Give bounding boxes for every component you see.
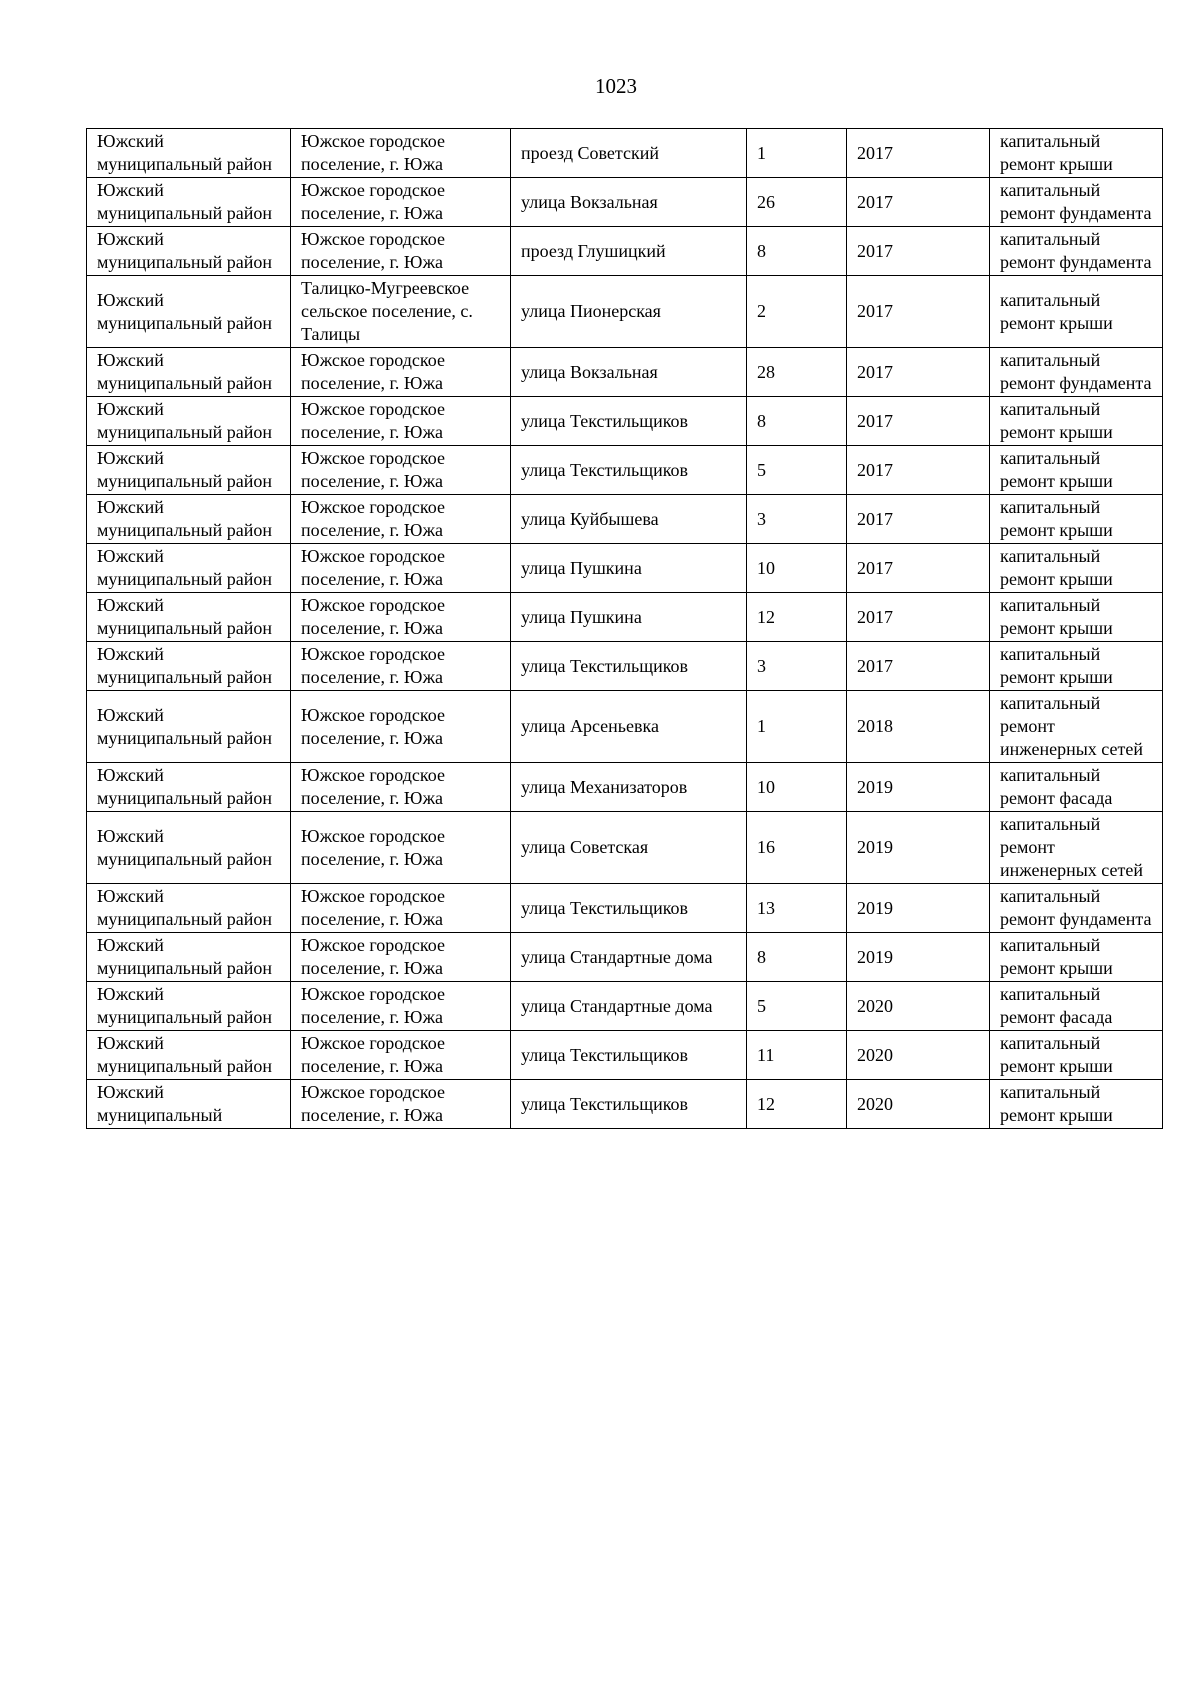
table-row — [87, 1080, 1163, 1129]
cell-street: улица Арсеньевка — [511, 691, 747, 763]
cell-house-number: 16 — [747, 812, 847, 884]
cell-settlement: Южское городское поселение, г. Южа — [291, 763, 511, 812]
cell-street: улица Куйбышева — [511, 495, 747, 544]
cell-settlement: Талицко-Мугреевское сельское поселение, с. Талицы — [291, 276, 511, 348]
cell-district: Южский муниципальный район — [87, 884, 291, 933]
cell-work-type: капитальный ремонт крыши — [990, 1031, 1163, 1080]
cell-house-number: 8 — [747, 397, 847, 446]
table-row — [87, 544, 1163, 593]
cell-work-type: капитальный ремонт крыши — [990, 933, 1163, 982]
cell-street: улица Пушкина — [511, 593, 747, 642]
cell-settlement: Южское городское поселение, г. Южа — [291, 495, 511, 544]
cell-settlement: Южское городское поселение, г. Южа — [291, 129, 511, 178]
cell-work-type: капитальный ремонт фасада — [990, 982, 1163, 1031]
table-row — [87, 812, 1163, 884]
cell-work-type: капитальный ремонт крыши — [990, 397, 1163, 446]
cell-work-type: капитальный ремонт крыши — [990, 1080, 1163, 1129]
cell-district: Южский муниципальный район — [87, 446, 291, 495]
cell-house-number: 2 — [747, 276, 847, 348]
cell-settlement: Южское городское поселение, г. Южа — [291, 348, 511, 397]
cell-street: улица Советская — [511, 812, 747, 884]
cell-work-type: капитальный ремонт фундамента — [990, 884, 1163, 933]
cell-work-type: капитальный ремонт крыши — [990, 642, 1163, 691]
cell-district: Южский муниципальный район — [87, 276, 291, 348]
cell-house-number: 28 — [747, 348, 847, 397]
cell-settlement: Южское городское поселение, г. Южа — [291, 544, 511, 593]
cell-street: улица Текстильщиков — [511, 1080, 747, 1129]
cell-settlement: Южское городское поселение, г. Южа — [291, 691, 511, 763]
cell-year: 2018 — [847, 691, 990, 763]
cell-work-type: капитальный ремонт фасада — [990, 763, 1163, 812]
cell-year: 2017 — [847, 276, 990, 348]
cell-work-type: капитальный ремонт крыши — [990, 593, 1163, 642]
cell-house-number: 13 — [747, 884, 847, 933]
cell-year: 2017 — [847, 642, 990, 691]
cell-street: улица Механизаторов — [511, 763, 747, 812]
table-row — [87, 1031, 1163, 1080]
table-row — [87, 178, 1163, 227]
cell-work-type: капитальный ремонт крыши — [990, 446, 1163, 495]
repair-schedule-table — [86, 128, 1163, 1129]
cell-district: Южский муниципальный район — [87, 178, 291, 227]
cell-street: улица Пушкина — [511, 544, 747, 593]
table-row — [87, 691, 1163, 763]
cell-house-number: 5 — [747, 982, 847, 1031]
cell-year: 2019 — [847, 812, 990, 884]
cell-settlement: Южское городское поселение, г. Южа — [291, 884, 511, 933]
cell-house-number: 3 — [747, 495, 847, 544]
cell-year: 2017 — [847, 348, 990, 397]
cell-house-number: 8 — [747, 227, 847, 276]
cell-settlement: Южское городское поселение, г. Южа — [291, 446, 511, 495]
cell-work-type: капитальный ремонт инженерных сетей — [990, 812, 1163, 884]
cell-district: Южский муниципальный район — [87, 593, 291, 642]
cell-house-number: 12 — [747, 1080, 847, 1129]
cell-year: 2017 — [847, 446, 990, 495]
cell-year: 2019 — [847, 933, 990, 982]
cell-settlement: Южское городское поселение, г. Южа — [291, 933, 511, 982]
cell-district: Южский муниципальный — [87, 1080, 291, 1129]
cell-house-number: 1 — [747, 129, 847, 178]
page-number-text: 1023 — [595, 74, 637, 98]
cell-year: 2019 — [847, 884, 990, 933]
table-row — [87, 397, 1163, 446]
cell-district: Южский муниципальный район — [87, 348, 291, 397]
cell-year: 2017 — [847, 129, 990, 178]
cell-year: 2019 — [847, 763, 990, 812]
cell-district: Южский муниципальный район — [87, 982, 291, 1031]
cell-district: Южский муниципальный район — [87, 1031, 291, 1080]
cell-work-type: капитальный ремонт инженерных сетей — [990, 691, 1163, 763]
cell-district: Южский муниципальный район — [87, 129, 291, 178]
cell-house-number: 10 — [747, 544, 847, 593]
table-row — [87, 348, 1163, 397]
cell-work-type: капитальный ремонт крыши — [990, 129, 1163, 178]
cell-district: Южский муниципальный район — [87, 933, 291, 982]
cell-district: Южский муниципальный район — [87, 763, 291, 812]
cell-street: улица Вокзальная — [511, 178, 747, 227]
cell-street: улица Текстильщиков — [511, 642, 747, 691]
cell-street: улица Текстильщиков — [511, 397, 747, 446]
cell-district: Южский муниципальный район — [87, 812, 291, 884]
table-row — [87, 884, 1163, 933]
cell-settlement: Южское городское поселение, г. Южа — [291, 1031, 511, 1080]
table-row — [87, 763, 1163, 812]
cell-house-number: 10 — [747, 763, 847, 812]
cell-district: Южский муниципальный район — [87, 227, 291, 276]
cell-street: улица Пионерская — [511, 276, 747, 348]
cell-street: улица Стандартные дома — [511, 982, 747, 1031]
cell-year: 2017 — [847, 178, 990, 227]
cell-house-number: 8 — [747, 933, 847, 982]
cell-street: улица Вокзальная — [511, 348, 747, 397]
cell-street: проезд Глушицкий — [511, 227, 747, 276]
table-body — [87, 129, 1163, 1129]
cell-year: 2017 — [847, 227, 990, 276]
cell-work-type: капитальный ремонт фундамента — [990, 178, 1163, 227]
cell-street: проезд Советский — [511, 129, 747, 178]
table-row — [87, 276, 1163, 348]
cell-street: улица Стандартные дома — [511, 933, 747, 982]
table-row — [87, 593, 1163, 642]
cell-house-number: 12 — [747, 593, 847, 642]
cell-year: 2017 — [847, 495, 990, 544]
table-row — [87, 982, 1163, 1031]
cell-year: 2017 — [847, 397, 990, 446]
table-row — [87, 129, 1163, 178]
cell-district: Южский муниципальный район — [87, 495, 291, 544]
cell-year: 2020 — [847, 1080, 990, 1129]
cell-house-number: 11 — [747, 1031, 847, 1080]
cell-work-type: капитальный ремонт крыши — [990, 544, 1163, 593]
table-row — [87, 642, 1163, 691]
cell-settlement: Южское городское поселение, г. Южа — [291, 397, 511, 446]
cell-settlement: Южское городское поселение, г. Южа — [291, 178, 511, 227]
cell-house-number: 3 — [747, 642, 847, 691]
cell-house-number: 1 — [747, 691, 847, 763]
table-row — [87, 495, 1163, 544]
cell-settlement: Южское городское поселение, г. Южа — [291, 812, 511, 884]
cell-year: 2017 — [847, 593, 990, 642]
cell-district: Южский муниципальный район — [87, 544, 291, 593]
cell-district: Южский муниципальный район — [87, 397, 291, 446]
cell-settlement: Южское городское поселение, г. Южа — [291, 982, 511, 1031]
cell-settlement: Южское городское поселение, г. Южа — [291, 642, 511, 691]
cell-year: 2017 — [847, 544, 990, 593]
cell-work-type: капитальный ремонт фундамента — [990, 227, 1163, 276]
cell-settlement: Южское городское поселение, г. Южа — [291, 227, 511, 276]
cell-house-number: 5 — [747, 446, 847, 495]
cell-street: улица Текстильщиков — [511, 884, 747, 933]
cell-settlement: Южское городское поселение, г. Южа — [291, 593, 511, 642]
cell-settlement: Южское городское поселение, г. Южа — [291, 1080, 511, 1129]
cell-work-type: капитальный ремонт крыши — [990, 495, 1163, 544]
cell-district: Южский муниципальный район — [87, 642, 291, 691]
cell-street: улица Текстильщиков — [511, 446, 747, 495]
cell-street: улица Текстильщиков — [511, 1031, 747, 1080]
table-row — [87, 933, 1163, 982]
table-row — [87, 446, 1163, 495]
cell-house-number: 26 — [747, 178, 847, 227]
cell-district: Южский муниципальный район — [87, 691, 291, 763]
cell-year: 2020 — [847, 1031, 990, 1080]
cell-work-type: капитальный ремонт крыши — [990, 276, 1163, 348]
cell-work-type: капитальный ремонт фундамента — [990, 348, 1163, 397]
cell-year: 2020 — [847, 982, 990, 1031]
table-row — [87, 227, 1163, 276]
